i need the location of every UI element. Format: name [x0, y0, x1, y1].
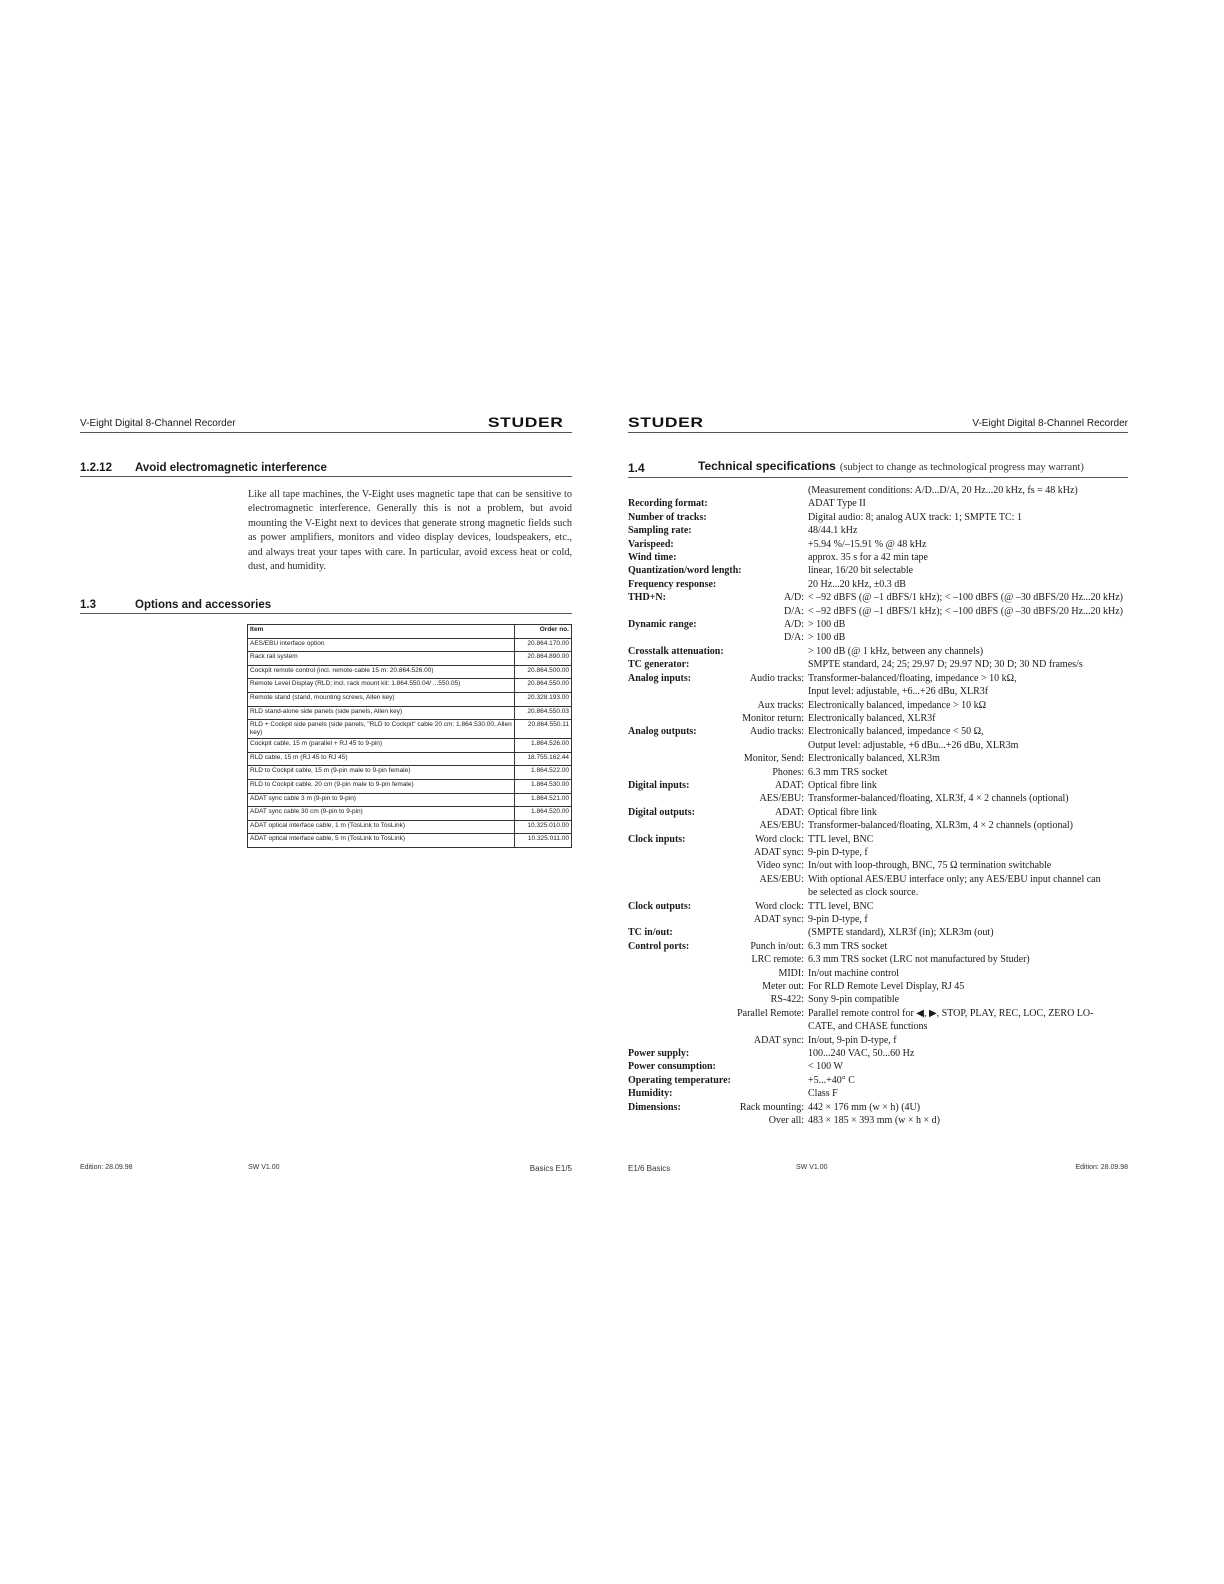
footer-edition: Edition: 28.09.98	[1075, 1164, 1128, 1171]
table-row	[248, 679, 572, 693]
spec-value: > 100 dB	[808, 619, 846, 631]
order-no-cell: 1.864.526.00	[515, 739, 572, 753]
spec-row	[628, 792, 1138, 805]
spec-row	[628, 658, 1138, 671]
spec-label: Analog inputs:	[628, 672, 692, 684]
spec-value: Input level: adjustable, +6...+26 dBu, XLR3f	[808, 686, 989, 698]
item-cell: Remote Level Display (RLD; incl. rack mount kit: 1.864.550.04/ ...550.05)	[248, 679, 515, 693]
spec-value: TTL level, BNC	[808, 833, 874, 845]
spec-row	[628, 833, 1138, 846]
footer-page-number: E1/6 Basics	[628, 1164, 671, 1173]
spec-row	[628, 712, 1138, 725]
order-no-cell: 20.864.890.00	[515, 652, 572, 666]
spec-label	[628, 712, 728, 725]
section-title: Options and accessories	[135, 599, 272, 611]
spec-value: +5.94 %/–15.91 % @ 48 kHz	[808, 538, 927, 550]
spec-row	[628, 605, 1138, 618]
spec-sublabel: Meter out:	[762, 981, 804, 993]
spec-label	[628, 792, 728, 805]
spec-sublabel: AES/EBU:	[759, 793, 804, 805]
spec-label	[628, 873, 728, 886]
item-cell: RLD + Cockpit side panels (side panels, "RLD to Cockpit" cable 20 cm: 1.864.530.00, Allen key)	[248, 720, 515, 739]
section-1-4-heading	[628, 460, 1128, 478]
spec-label: Dimensions:	[628, 1101, 681, 1113]
table-row	[248, 779, 572, 793]
spec-label: Number of tracks:	[628, 511, 707, 523]
spec-label	[628, 886, 728, 899]
spec-row	[628, 511, 1138, 524]
spec-label	[628, 846, 728, 859]
item-cell: RLD stand-alone side panels (side panels, Allen key)	[248, 706, 515, 720]
table-row	[248, 807, 572, 821]
item-cell: ADAT sync cable 3 m (9-pin to 9-pin)	[248, 793, 515, 807]
spec-value: With optional AES/EBU interface only; any AES/EBU input channel can	[808, 873, 1101, 885]
spec-sublabel: Monitor, Send:	[743, 753, 804, 765]
spec-sublabel: Rack mounting:	[739, 1101, 804, 1113]
item-cell: Remote stand (stand, mounting screws, Allen key)	[248, 692, 515, 706]
spec-row	[628, 551, 1138, 564]
section-title: Technical specifications	[698, 459, 836, 473]
spec-sublabel	[728, 484, 806, 497]
spec-row	[628, 886, 1138, 899]
header-title: V-Eight Digital 8-Channel Recorder	[972, 418, 1128, 429]
spec-sublabel: RS-422:	[770, 994, 804, 1006]
spec-row	[628, 725, 1138, 738]
spec-value: 6.3 mm TRS socket	[808, 766, 888, 778]
spec-value: < –92 dBFS (@ –1 dBFS/1 kHz); < –100 dBFS (@ –30 dBFS/20 Hz...20 kHz)	[808, 605, 1124, 617]
table-row	[248, 692, 572, 706]
spec-row	[628, 631, 1138, 644]
spec-value: Electronically balanced, XLR3f	[808, 712, 936, 724]
spec-row	[628, 1114, 1138, 1127]
order-no-cell: 20.864.170.00	[515, 638, 572, 652]
item-cell: Cockpit cable, 15 m (parallel + RJ 45 to 9-pin)	[248, 739, 515, 753]
spec-row	[628, 953, 1138, 966]
spec-value: In/out, 9-pin D-type, f	[808, 1034, 897, 1046]
order-no-cell: 1.864.521.00	[515, 793, 572, 807]
spec-label	[628, 484, 728, 497]
spec-row	[628, 779, 1138, 792]
spec-value: 100...240 VAC, 50...60 Hz	[808, 1048, 915, 1060]
spec-value: 48/44.1 kHz	[808, 525, 858, 537]
spec-sublabel: D/A:	[784, 632, 804, 644]
spec-label: TC in/out:	[628, 927, 673, 939]
order-no-cell: 1.864.522.00	[515, 766, 572, 780]
right-page-header	[628, 415, 1128, 433]
spec-row	[628, 819, 1138, 832]
spec-sublabel: Monitor return:	[742, 712, 804, 724]
spec-row	[628, 1101, 1138, 1114]
order-no-cell: 20.864.550.11	[515, 720, 572, 739]
spec-label: Power consumption:	[628, 1061, 716, 1073]
spec-label: Humidity:	[628, 1088, 673, 1100]
spec-label: Quantization/word length:	[628, 565, 742, 577]
spec-sublabel: LRC remote:	[751, 954, 804, 966]
spec-value: > 100 dB (@ 1 kHz, between any channels)	[808, 645, 984, 657]
spec-value: Optical fibre link	[808, 806, 877, 818]
table-header-row	[248, 625, 572, 639]
spec-value: Transformer-balanced/floating, XLR3f, 4 × 2 channels (optional)	[808, 793, 1069, 805]
spec-value: Output level: adjustable, +6 dBu...+26 dBu, XLR3m	[808, 739, 1019, 751]
spec-label	[628, 631, 728, 644]
spec-row	[628, 538, 1138, 551]
spec-row	[628, 524, 1138, 537]
spec-row	[628, 645, 1138, 658]
options-table-body	[248, 638, 572, 847]
spec-row	[628, 993, 1138, 1006]
spec-value: Electronically balanced, XLR3m	[808, 753, 940, 765]
table-row	[248, 820, 572, 834]
spec-sublabel: D/A:	[784, 605, 804, 617]
table-row	[248, 834, 572, 848]
spec-label	[628, 766, 728, 779]
table-row	[248, 720, 572, 739]
spec-value: 6.3 mm TRS socket (LRC not manufactured by Studer)	[808, 954, 1030, 966]
spec-value: Electronically balanced, impedance > 10 kΩ	[808, 699, 986, 711]
order-no-cell: 20.864.550.03	[515, 706, 572, 720]
spec-label: Sampling rate:	[628, 525, 692, 537]
spec-row	[628, 484, 1138, 497]
spec-value: TTL level, BNC	[808, 900, 874, 912]
spec-label: Power supply:	[628, 1048, 690, 1060]
item-cell: RLD cable, 15 m (RJ 45 to RJ 45)	[248, 752, 515, 766]
left-page-header	[80, 415, 572, 433]
spec-value: Class F	[808, 1088, 838, 1100]
spec-value: Transformer-balanced/floating, impedance > 10 kΩ,	[808, 672, 1017, 684]
spec-value: (Measurement conditions: A/D...D/A, 20 Hz...20 kHz, fs = 48 kHz)	[808, 485, 1078, 496]
spec-value: Electronically balanced, impedance < 50 Ω,	[808, 726, 984, 738]
spec-row	[628, 859, 1138, 872]
spec-value: +5...+40° C	[808, 1074, 855, 1086]
spec-sublabel	[728, 685, 806, 698]
footer-sw-version: SW V1.00	[248, 1164, 280, 1171]
table-row	[248, 752, 572, 766]
item-cell: Cockpit remote control (incl. remote cable 15 m: 20.864.526.00)	[248, 665, 515, 679]
item-cell: ADAT sync cable 30 cm (9-pin to 9-pin)	[248, 807, 515, 821]
spec-label: Wind time:	[628, 552, 677, 564]
table-row	[248, 739, 572, 753]
header-title: V-Eight Digital 8-Channel Recorder	[80, 418, 236, 429]
spec-label: Clock inputs:	[628, 833, 686, 845]
spec-row	[628, 926, 1138, 939]
spec-value: SMPTE standard, 24; 25; 29.97 D; 29.97 ND; 30 D; 30 ND frames/s	[808, 659, 1083, 671]
studer-logo: STUDER	[488, 414, 564, 430]
spec-label: Frequency response:	[628, 578, 717, 590]
item-cell: AES/EBU interface option	[248, 638, 515, 652]
spec-value: linear, 16/20 bit selectable	[808, 565, 914, 577]
spec-list	[628, 484, 1138, 1128]
order-no-cell: 1.864.530.00	[515, 779, 572, 793]
spec-sublabel: Word clock:	[755, 833, 804, 845]
spec-label	[628, 859, 728, 872]
spec-sublabel: ADAT:	[775, 806, 804, 818]
spec-sublabel: ADAT sync:	[753, 914, 804, 925]
spec-row	[628, 591, 1138, 604]
spec-sublabel: MIDI:	[778, 967, 804, 979]
spec-label: Digital inputs:	[628, 779, 690, 791]
spec-label	[628, 1020, 728, 1033]
section-subtitle: (subject to change as technological progress may warrant)	[839, 462, 1084, 473]
spec-sublabel	[728, 1020, 806, 1033]
spec-value: In/out machine control	[808, 967, 900, 979]
options-table	[247, 624, 572, 848]
spec-row	[628, 1087, 1138, 1100]
right-page	[612, 0, 1224, 1584]
spec-label	[628, 1007, 728, 1020]
item-column-header: Item	[248, 625, 515, 639]
spec-value: Sony 9-pin compatible	[808, 994, 900, 1006]
section-number: 1.2.12	[80, 462, 112, 474]
spec-row	[628, 1047, 1138, 1060]
spec-label	[628, 913, 728, 926]
spec-sublabel: Word clock:	[755, 900, 804, 912]
spec-label	[628, 967, 728, 980]
spec-label	[628, 1114, 728, 1127]
spec-sublabel	[728, 739, 806, 752]
section-1-3-heading	[80, 597, 572, 614]
spec-value: > 100 dB	[808, 632, 846, 644]
spec-label	[628, 699, 728, 712]
spec-label: Control ports:	[628, 940, 690, 952]
spec-label	[628, 752, 728, 765]
spec-label	[628, 993, 728, 1006]
item-cell: RLD to Cockpit cable, 20 cm (9-pin male to 9-pin female)	[248, 779, 515, 793]
spec-value: 6.3 mm TRS socket	[808, 940, 888, 952]
spec-row	[628, 739, 1138, 752]
table-row	[248, 706, 572, 720]
order-no-cell: 20.328.193.00	[515, 692, 572, 706]
spec-label: Dynamic range:	[628, 619, 697, 631]
spec-sublabel: ADAT:	[775, 779, 804, 791]
spec-label: Operating temperature:	[628, 1074, 731, 1086]
spec-value: 442 × 176 mm (w × h) (4U)	[808, 1101, 921, 1113]
order-no-cell: 10.325.011.00	[515, 834, 572, 848]
spec-value: CATE, and CHASE functions	[808, 1021, 928, 1033]
spec-row	[628, 1060, 1138, 1073]
footer-edition: Edition: 28.09.98	[80, 1164, 133, 1171]
spec-label: Digital outputs:	[628, 806, 695, 818]
spec-row	[628, 752, 1138, 765]
spec-sublabel: A/D:	[784, 619, 804, 631]
item-cell: RLD to Cockpit cable, 15 m (9-pin male to 9-pin female)	[248, 766, 515, 780]
interference-paragraph: Like all tape machines, the V-Eight uses magnetic tape that can be sensitive to electromagnetic interference. Generally this is not a problem, but avoid mounting the V-Eight next to devices that generate strong magnetic fields such as power amplifiers, monitors and video display devices, loudspeakers, etc., and always treat your tapes with care. In particular, avoid excess heat or cold, dust, and humidity.	[248, 489, 572, 573]
spec-sublabel: AES/EBU:	[759, 873, 804, 885]
order-no-column-header: Order no.	[515, 625, 572, 639]
footer-sw-version: SW V1.00	[796, 1164, 828, 1171]
spec-row	[628, 618, 1138, 631]
spec-label: TC generator:	[628, 659, 690, 671]
spec-row	[628, 1034, 1138, 1047]
spec-value: Transformer-balanced/floating, XLR3m, 4 × 2 channels (optional)	[808, 820, 1074, 832]
spec-value: approx. 35 s for a 42 min tape	[808, 552, 928, 564]
order-no-cell: 18.755.162.44	[515, 752, 572, 766]
order-no-cell: 1.864.520.00	[515, 807, 572, 821]
spec-sublabel: Audio tracks:	[749, 672, 804, 684]
spec-value: Digital audio: 8; analog AUX track: 1; SMPTE TC: 1	[808, 511, 1022, 523]
spec-row	[628, 913, 1138, 926]
spec-sublabel: ADAT sync:	[753, 846, 804, 858]
item-cell: ADAT optical interface cable, 5 m (TosLink to TosLink)	[248, 834, 515, 848]
spec-row	[628, 1007, 1138, 1020]
spec-label	[628, 980, 728, 993]
table-row	[248, 652, 572, 666]
spec-label	[628, 739, 728, 752]
spec-sublabel: Audio tracks:	[749, 726, 804, 738]
section-title: Avoid electromagnetic interference	[135, 462, 327, 474]
spec-value: For RLD Remote Level Display, RJ 45	[808, 981, 965, 993]
spec-label	[628, 1034, 728, 1047]
spec-sublabel	[728, 886, 806, 899]
spec-row	[628, 672, 1138, 685]
spec-value: < 100 W	[808, 1061, 843, 1073]
table-row	[248, 793, 572, 807]
order-no-cell: 20.864.500.00	[515, 665, 572, 679]
spec-label	[628, 953, 728, 966]
table-row	[248, 665, 572, 679]
spec-value: (SMPTE standard), XLR3f (in); XLR3m (out)	[808, 927, 994, 939]
spec-value: < –92 dBFS (@ –1 dBFS/1 kHz); < –100 dBFS (@ –30 dBFS/20 Hz...20 kHz)	[808, 592, 1124, 604]
table-row	[248, 766, 572, 780]
spec-label: Recording format:	[628, 498, 708, 510]
spec-value: 483 × 185 × 393 mm (w × h × d)	[808, 1115, 940, 1127]
footer-page-number: Basics E1/5	[529, 1164, 572, 1173]
spec-value: ADAT Type II	[808, 498, 866, 510]
section-number: 1.3	[80, 599, 96, 611]
spec-row	[628, 1020, 1138, 1033]
item-cell: Rack rail system	[248, 652, 515, 666]
spec-label: Varispeed:	[628, 538, 674, 550]
spec-value: 20 Hz...20 kHz, ±0.3 dB	[808, 578, 906, 590]
spec-row	[628, 806, 1138, 819]
spec-row	[628, 766, 1138, 779]
item-cell: ADAT optical interface cable, 1 m (TosLink to TosLink)	[248, 820, 515, 834]
spec-sublabel: ADAT sync:	[753, 1034, 804, 1046]
spec-label	[628, 605, 728, 618]
spec-label: Crosstalk attenuation:	[628, 645, 724, 657]
spec-value: 9-pin D-type, f	[808, 846, 868, 858]
spec-row	[628, 940, 1138, 953]
studer-logo: STUDER	[628, 414, 704, 430]
spec-sublabel: Parallel Remote:	[737, 1007, 804, 1019]
spec-label: Analog outputs:	[628, 726, 697, 738]
section-number: 1.4	[628, 461, 645, 475]
spec-sublabel: Phones:	[772, 766, 804, 778]
spec-row	[628, 685, 1138, 698]
spec-sublabel: A/D:	[784, 592, 804, 604]
spec-row	[628, 1074, 1138, 1087]
spec-row	[628, 497, 1138, 510]
spec-row	[628, 980, 1138, 993]
spec-sublabel: Over all:	[768, 1115, 804, 1127]
spec-sublabel: AES/EBU:	[759, 820, 804, 832]
spec-value: In/out with loop-through, BNC, 75 Ω termination switchable	[808, 860, 1052, 872]
spec-sublabel: Video sync:	[756, 860, 804, 872]
spec-value: Parallel remote control for ◀, ▶, STOP, PLAY, REC, LOC, ZERO LO-	[808, 1007, 1094, 1019]
section-1-2-12-heading	[80, 460, 572, 477]
table-row	[248, 638, 572, 652]
spec-value: Optical fibre link	[808, 779, 877, 791]
spec-sublabel: Aux tracks:	[757, 699, 804, 711]
spec-label	[628, 685, 728, 698]
spec-row	[628, 873, 1138, 886]
spec-row	[628, 967, 1138, 980]
spec-label: Clock outputs:	[628, 900, 692, 912]
spec-label: THD+N:	[628, 592, 666, 604]
order-no-cell: 10.325.010.00	[515, 820, 572, 834]
spec-value: 9-pin D-type, f	[808, 914, 868, 925]
spec-row	[628, 846, 1138, 859]
spec-label	[628, 819, 728, 832]
spec-row	[628, 564, 1138, 577]
spec-row	[628, 699, 1138, 712]
spec-row	[628, 900, 1138, 913]
spec-value: be selected as clock source.	[808, 887, 919, 899]
spec-sublabel: Punch in/out:	[750, 940, 804, 952]
spec-row	[628, 578, 1138, 591]
order-no-cell: 20.864.550.00	[515, 679, 572, 693]
